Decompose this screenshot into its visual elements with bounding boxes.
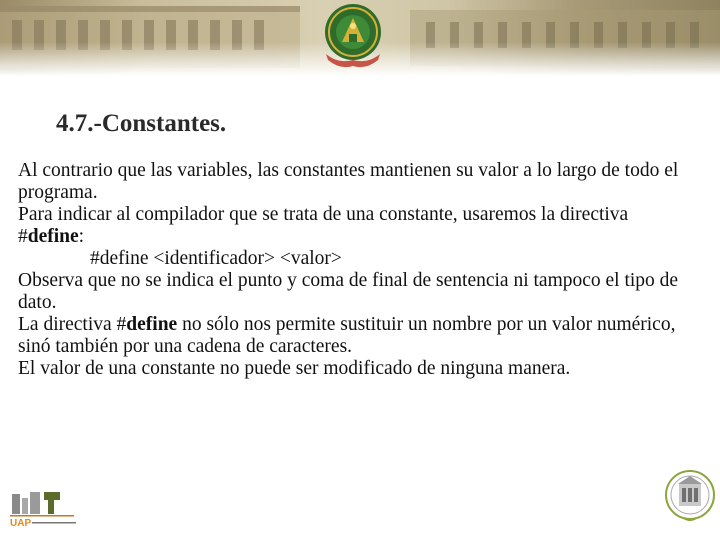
code-define-syntax: #define <identificador> <valor> [90, 248, 342, 269]
paragraph-text: : [78, 226, 85, 247]
paragraph-constants-intro: Al contrario que las variables, las constantes mantienen su valor a lo largo de todo el programa. [18, 160, 679, 203]
university-crest-icon [664, 462, 716, 528]
paragraph-immutable: El valor de una constante no puede ser modificado de ninguna manera. [18, 358, 571, 379]
paragraph-text: no sólo nos permite sustituir un nombre por un valor numérico, sinó también por una cadena de caracteres. [18, 314, 676, 357]
slide-body [18, 160, 698, 380]
paragraph-no-semicolon: Observa que no se indica el punto y coma de final de sentencia ni tampoco el tipo de dato. [18, 270, 679, 313]
paragraph-text: Para indicar al compilador que se trata de una constante, usaremos la directiva # [18, 204, 629, 247]
keyword-define: define [27, 226, 79, 247]
uap-logo-icon [8, 488, 80, 530]
paragraph-substitution [18, 314, 698, 358]
keyword-define: define [126, 314, 178, 335]
paragraph-text: La directiva # [18, 314, 127, 335]
paragraph-define-directive [18, 204, 698, 248]
university-seal-icon [318, 0, 388, 72]
slide-title: 4.7.-Constantes. [56, 110, 227, 137]
uap-logo-text: UAP [10, 518, 32, 529]
